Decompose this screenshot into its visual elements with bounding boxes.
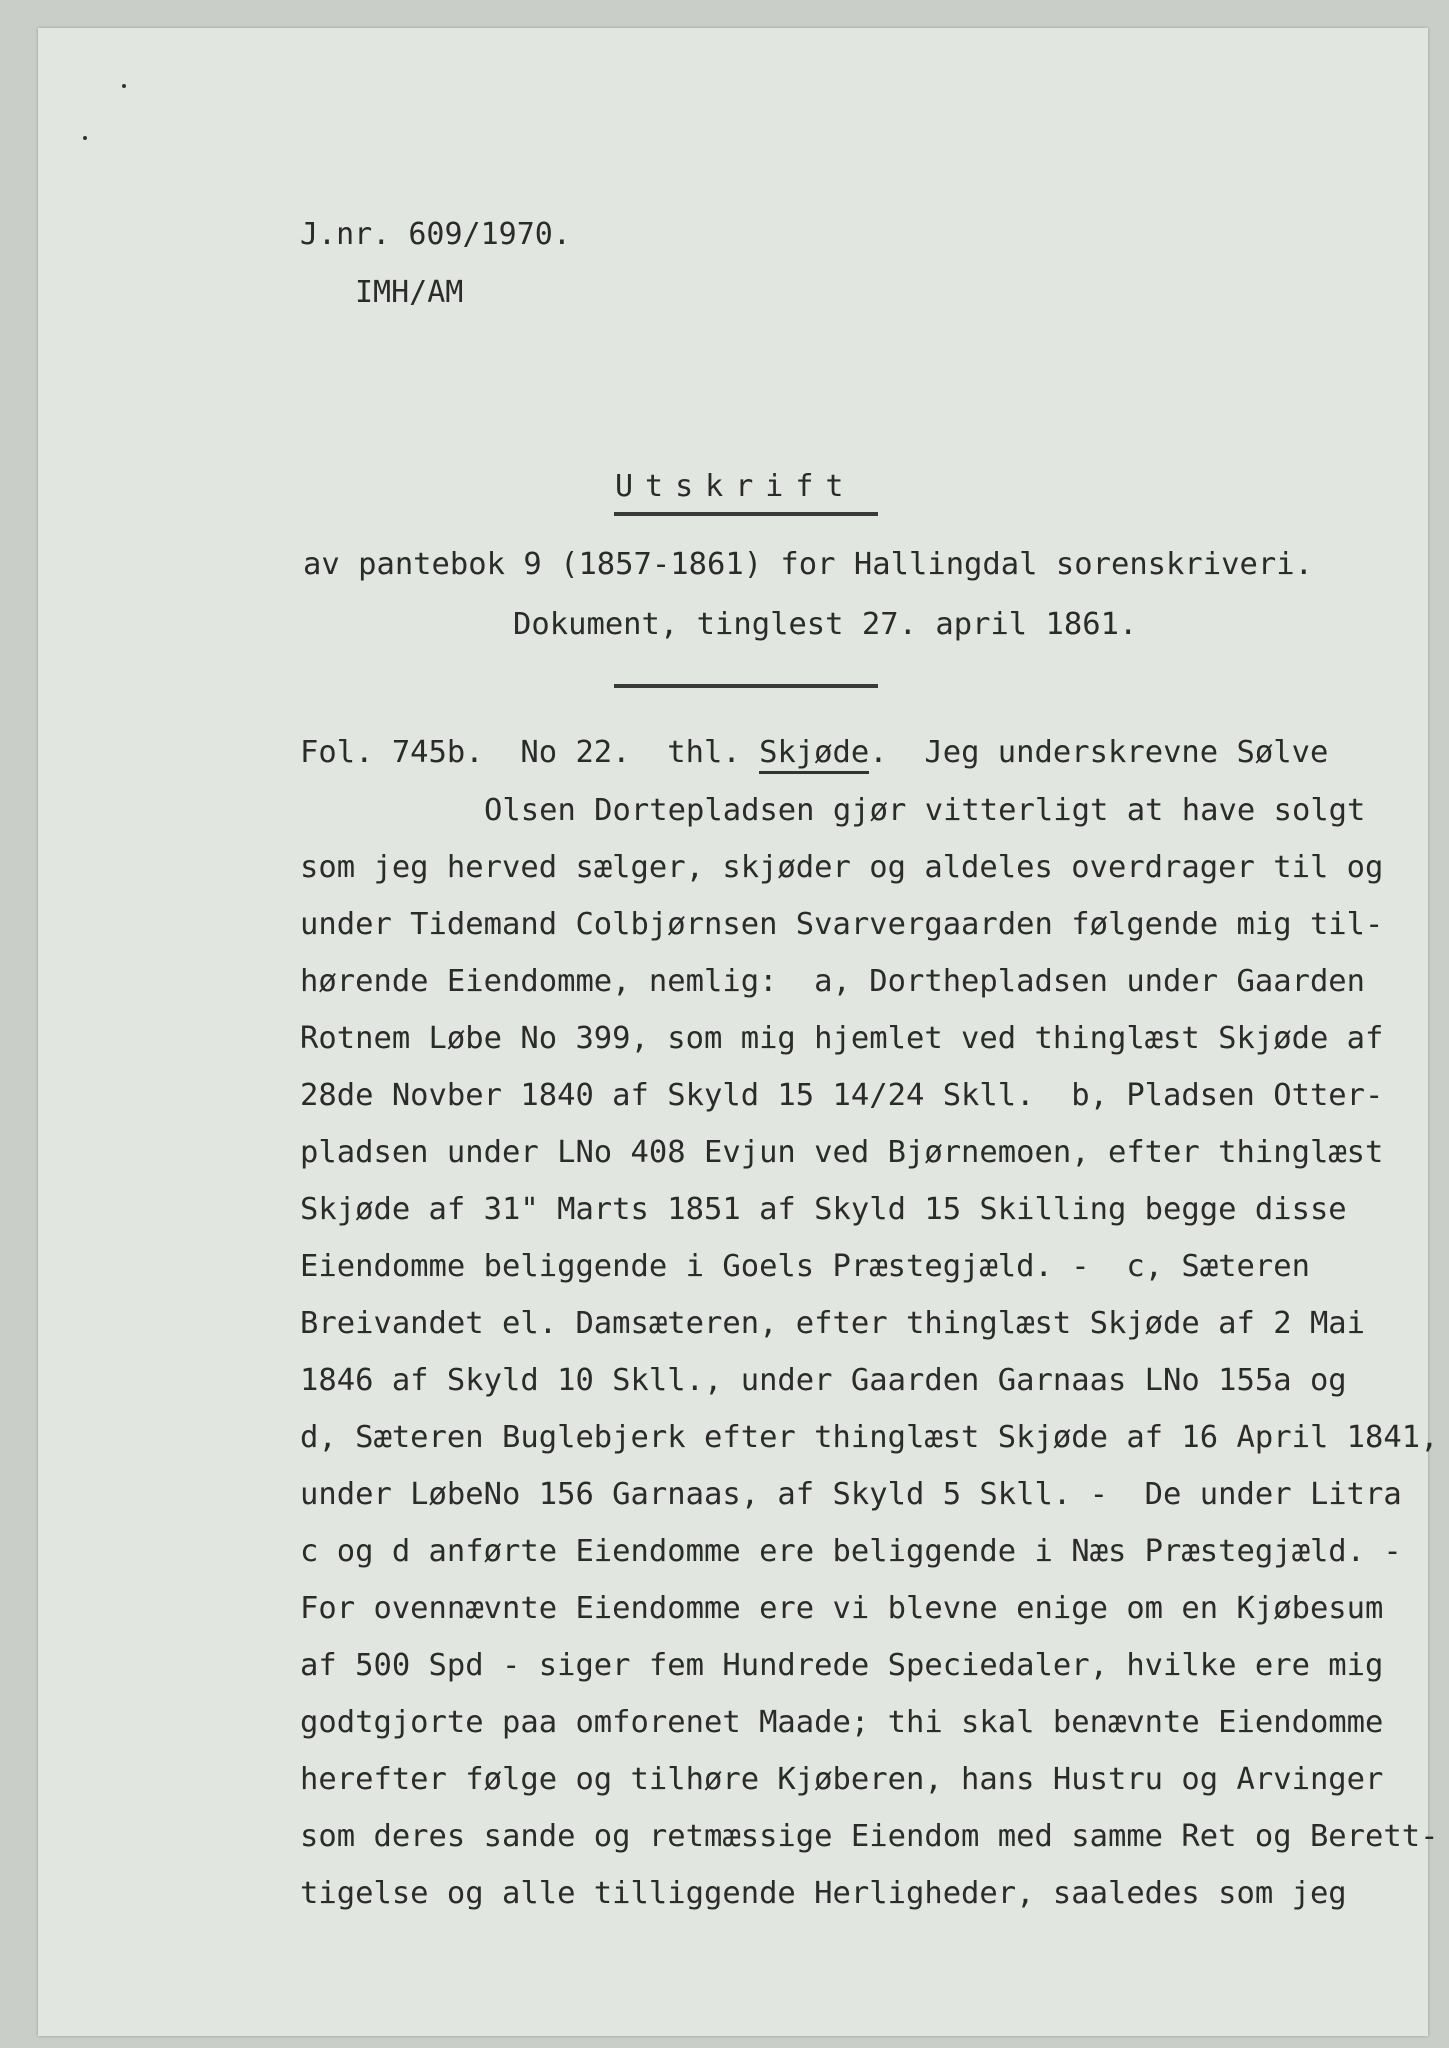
body-line: 1846 af Skyld 10 Skll., under Gaarden Garnaas LNo 155a og: [300, 1363, 1347, 1398]
body-line: tigelse og alle tilliggende Herligheder, saaledes som jeg: [300, 1876, 1347, 1911]
body-line: som jeg herved sælger, skjøder og aldeles overdrager til og: [300, 850, 1384, 885]
body-line: under LøbeNo 156 Garnaas, af Skyld 5 Skll. - De under Litra: [300, 1477, 1402, 1512]
body-line: Rotnem Løbe No 399, som mig hjemlet ved thinglæst Skjøde af: [300, 1021, 1384, 1056]
intro-text: . Jeg underskrevne Sølve: [869, 735, 1329, 770]
body-line: Eiendomme beliggende i Goels Præstegjæld. - c, Sæteren: [300, 1249, 1310, 1284]
body-line: Olsen Dortepladsen gjør vitterligt at have solgt: [484, 793, 1366, 828]
body-line: af 500 Spd - siger fem Hundrede Speciedaler, hvilke ere mig: [300, 1648, 1384, 1683]
folio-reference: Fol. 745b. No 22. thl.: [300, 735, 760, 770]
subtitle-line-2: Dokument, tinglest 27. april 1861.: [513, 607, 1138, 642]
initials: IMH/AM: [355, 275, 464, 310]
scan-speck: [83, 136, 87, 140]
body-line: herefter følge og tilhøre Kjøberen, hans Hustru og Arvinger: [300, 1762, 1384, 1797]
section-divider: [614, 684, 878, 688]
body-line: For ovennævnte Eiendomme ere vi blevne enige om en Kjøbesum: [300, 1591, 1384, 1626]
body-line: c og d anførte Eiendomme ere beliggende i Næs Præstegjæld. -: [300, 1534, 1402, 1569]
body-line: under Tidemand Colbjørnsen Svarvergaarden følgende mig til-: [300, 907, 1384, 942]
document-page: [38, 28, 1439, 2036]
body-line: pladsen under LNo 408 Evjun ved Bjørnemoen, efter thinglæst: [300, 1135, 1384, 1170]
title-underline: [614, 512, 878, 516]
body-line: hørende Eiendomme, nemlig: a, Dorthepladsen under Gaarden: [300, 964, 1366, 999]
document-title: Utskrift: [615, 469, 856, 504]
document-type-skjode: Skjøde: [759, 735, 869, 774]
scan-speck: [122, 84, 126, 88]
body-line: som deres sande og retmæssige Eiendom med samme Ret og Berett-: [300, 1819, 1439, 1854]
body-line: Breivandet el. Damsæteren, efter thinglæst Skjøde af 2 Mai: [300, 1306, 1366, 1341]
journal-number: J.nr. 609/1970.: [300, 217, 571, 252]
body-line: Skjøde af 31" Marts 1851 af Skyld 15 Skilling begge disse: [300, 1192, 1347, 1227]
body-line: 28de Novber 1840 af Skyld 15 14/24 Skll. b, Pladsen Otter-: [300, 1078, 1384, 1113]
subtitle-line-1: av pantebok 9 (1857-1861) for Hallingdal sorenskriveri.: [303, 547, 1313, 582]
body-line: d, Sæteren Buglebjerk efter thinglæst Skjøde af 16 April 1841,: [300, 1420, 1439, 1455]
body-line: godtgjorte paa omforenet Maade; thi skal benævnte Eiendomme: [300, 1705, 1384, 1740]
intro-line: [300, 735, 1329, 770]
